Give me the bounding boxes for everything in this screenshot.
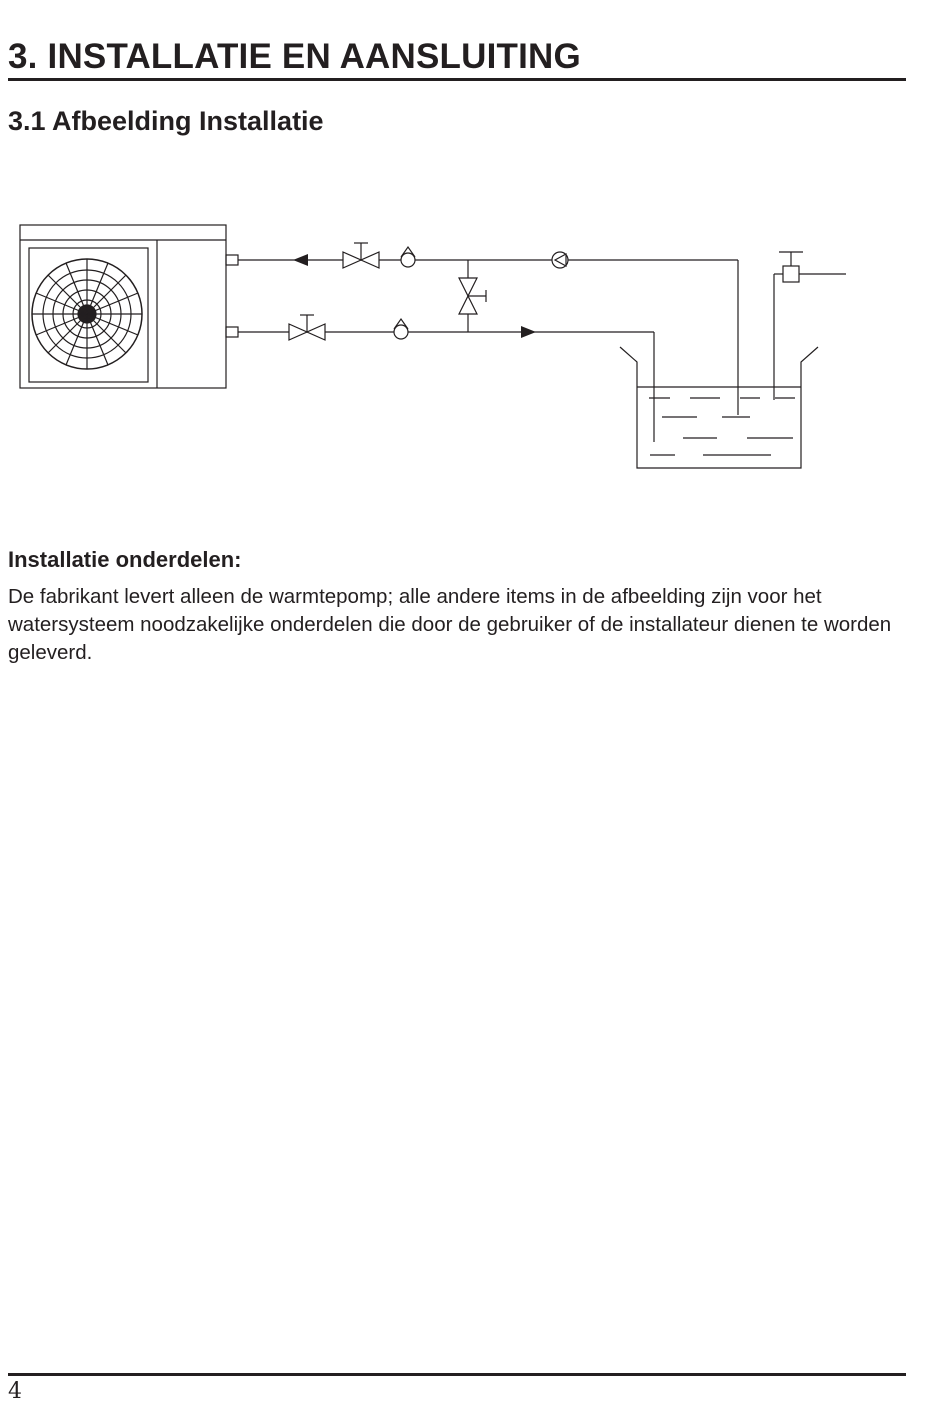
inlet-connector	[226, 327, 238, 337]
footer-divider	[8, 1373, 906, 1376]
heat-pump-unit	[20, 225, 226, 388]
parts-heading: Installatie onderdelen:	[8, 547, 242, 572]
fan-icon	[32, 259, 142, 369]
bypass-valve-icon	[459, 260, 486, 332]
return-pipe	[238, 260, 738, 415]
flow-arrow-left-icon	[293, 254, 308, 266]
filter-icon	[394, 319, 408, 339]
parts-description: De fabrikant levert alleen de warmtepomp; alle andere items in de afbeelding zijn voor het watersysteem noodzakelijke onderdelen die door de gebruiker of de installateur dienen te worden geleverd.	[8, 585, 892, 664]
filter-icon	[401, 247, 415, 267]
flow-arrow-right-icon	[521, 326, 536, 338]
outlet-connector	[226, 255, 238, 265]
subsection-title: 3.1 Afbeelding Installatie	[8, 106, 324, 136]
valve-icon	[343, 243, 379, 268]
section-title: 3. INSTALLATIE EN AANSLUITING	[8, 37, 581, 76]
water-tank	[620, 347, 818, 468]
installation-diagram	[0, 210, 950, 480]
valve-icon	[289, 315, 325, 340]
water-tap-icon	[774, 252, 846, 400]
page-number: 4	[8, 1379, 22, 1404]
supply-pipe	[238, 332, 654, 442]
title-divider	[8, 78, 906, 81]
pump-icon	[552, 252, 568, 268]
